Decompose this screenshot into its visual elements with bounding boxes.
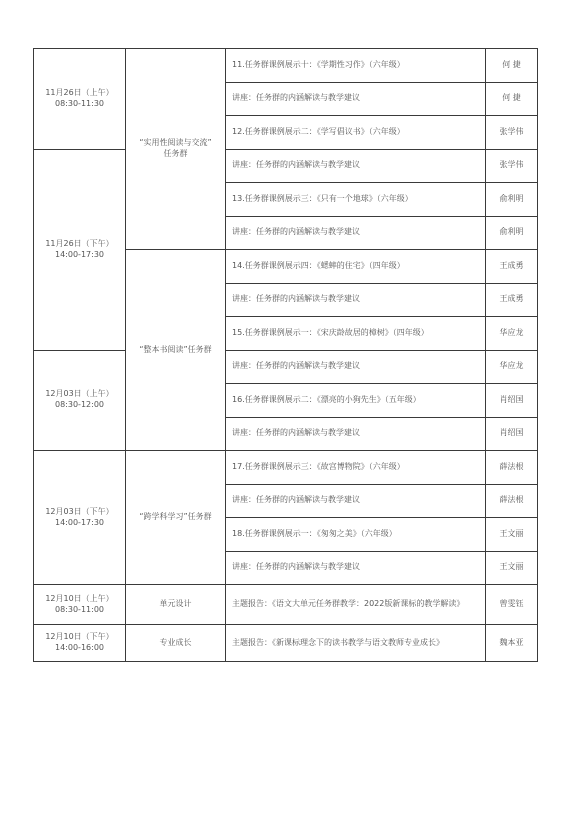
time-cell [34,625,126,662]
task-group-cell [126,250,226,451]
session-date: 12月03日（上午） [45,389,114,399]
table-row [34,585,538,625]
schedule-table [33,48,538,662]
speaker-name: 何 捷 [486,49,538,83]
session-date: 11月26日（下午） [45,238,114,248]
speaker-name: 王成勇 [486,283,538,317]
table-row [34,451,538,485]
session-content: 讲座：任务群的内涵解读与教学建议 [226,417,486,451]
task-group-cell [126,585,226,625]
speaker-name: 张学伟 [486,116,538,150]
session-content: 15.任务群课例展示一：《宋庆龄故居的樟树》（四年级） [226,317,486,351]
session-content: 讲座：任务群的内涵解读与教学建议 [226,216,486,250]
task-group-name: 单元设计 [159,599,192,609]
session-content: 主题报告：《新课标理念下的读书教学与语文教师专业成长》 [226,625,486,662]
session-hours: 14:00-17:30 [55,249,104,259]
session-hours: 14:00-17:30 [55,517,104,527]
session-content: 讲座：任务群的内涵解读与教学建议 [226,149,486,183]
session-date: 12月03日（下午） [45,506,114,516]
task-group-cell [126,625,226,662]
session-content: 11.任务群课例展示十：《学期性习作》（六年级） [226,49,486,83]
task-group-suffix: 任务群 [163,149,188,158]
session-content: 讲座：任务群的内涵解读与教学建议 [226,283,486,317]
session-content: 讲座：任务群的内涵解读与教学建议 [226,82,486,116]
session-hours: 08:30-12:00 [55,400,104,410]
session-hours: 08:30-11:00 [55,604,104,614]
session-content: 讲座：任务群的内涵解读与教学建议 [226,551,486,585]
session-content: 讲座：任务群的内涵解读与教学建议 [226,484,486,518]
speaker-name: 俞利明 [486,216,538,250]
task-group-name: “跨学科学习”任务群 [139,512,212,522]
table-row [34,149,538,183]
speaker-name: 王文丽 [486,551,538,585]
time-cell [34,149,126,350]
speaker-name: 何 捷 [486,82,538,116]
speaker-name: 曾雯钰 [486,585,538,625]
table-row [34,625,538,662]
speaker-name: 华应龙 [486,350,538,384]
session-content: 12.任务群课例展示二：《学写倡议书》（六年级） [226,116,486,150]
task-group-name: “实用性阅读与交流” [139,138,212,148]
session-content: 16.任务群课例展示二：《漂亮的小狗先生》（五年级） [226,384,486,418]
speaker-name: 薛法根 [486,451,538,485]
speaker-name: 俞利明 [486,183,538,217]
speaker-name: 华应龙 [486,317,538,351]
speaker-name: 薛法根 [486,484,538,518]
time-cell [34,585,126,625]
session-content: 17.任务群课例展示三：《故宫博物院》（六年级） [226,451,486,485]
session-content: 18.任务群课例展示一：《匆匆之美》（六年级） [226,518,486,552]
task-group-name: “整本书阅读”任务群 [139,344,212,354]
speaker-name: 魏本亚 [486,625,538,662]
table-row [34,49,538,83]
session-content: 主题报告：《语文大单元任务群教学：2022版新课标的教学解读》 [226,585,486,625]
speaker-name: 王成勇 [486,250,538,284]
session-hours: 08:30-11:30 [55,98,104,108]
task-group-cell [126,49,226,250]
session-hours: 14:00-16:00 [55,643,104,652]
time-cell [34,350,126,451]
session-content: 13.任务群课例展示三：《只有一个地球》（六年级） [226,183,486,217]
speaker-name: 肖绍国 [486,417,538,451]
session-date: 12月10日（上午） [45,593,114,603]
task-group-name: 专业成长 [159,637,192,647]
session-date: 12月10日（下午） [45,632,114,642]
time-cell [34,49,126,150]
session-content: 讲座：任务群的内涵解读与教学建议 [226,350,486,384]
speaker-name: 肖绍国 [486,384,538,418]
task-group-cell [126,451,226,585]
table-row [34,350,538,384]
session-date: 11月26日（上午） [45,87,114,97]
time-cell [34,451,126,585]
session-content: 14.任务群课例展示四：《蟋蟀的住宅》（四年级） [226,250,486,284]
speaker-name: 王文丽 [486,518,538,552]
speaker-name: 张学伟 [486,149,538,183]
